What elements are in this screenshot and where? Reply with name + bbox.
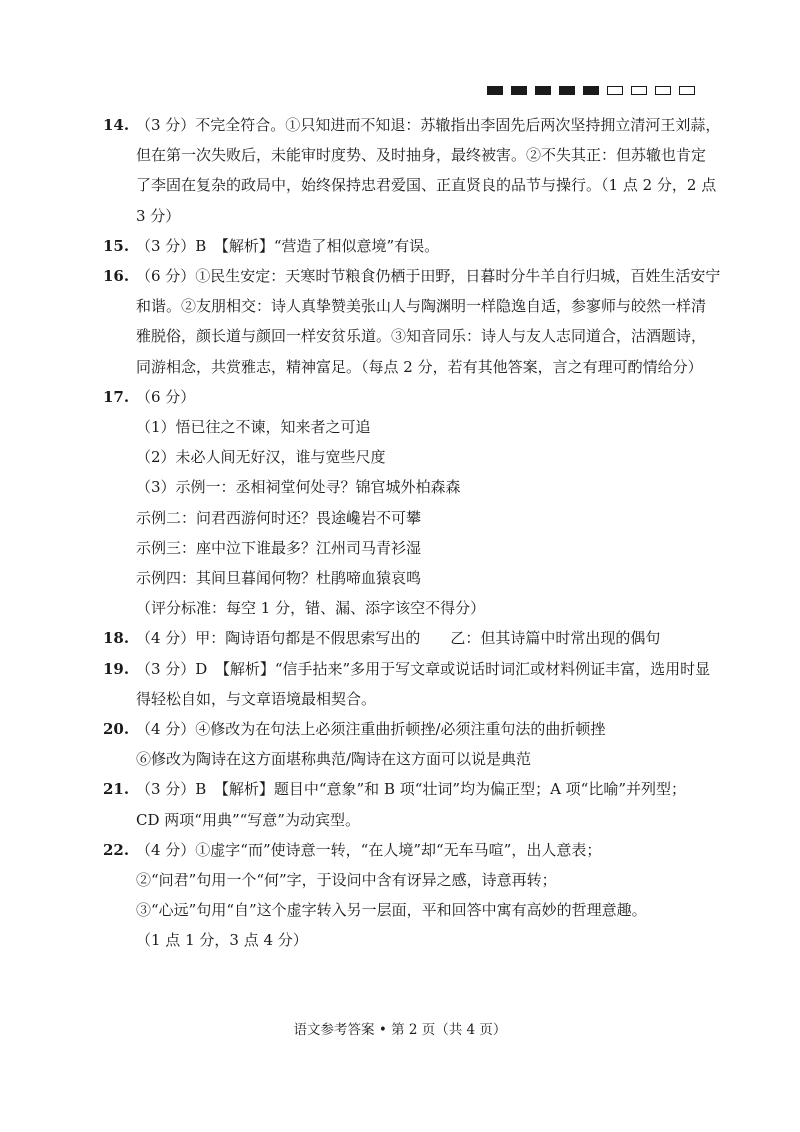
progress-square-filled (583, 86, 599, 95)
answer-text-line: （6 分）①民生安定：天寒时节粮食仍栖于田野，日暮时分牛羊自行归城，百姓生活安宁 (136, 267, 721, 286)
question-number: 22. (103, 840, 130, 859)
answer-text-line: 示例三：座中泣下谁最多？江州司马青衫湿 (136, 538, 422, 557)
question-number: 19. (103, 659, 130, 678)
answer-text-line: 和谐。②友朋相交：诗人真挚赞美张山人与陶渊明一样隐逸自适，参寥师与皎然一样清 (136, 297, 707, 316)
answer-text-line: （4 分）①虚字“而”使诗意一转，“在人境”却“无车马喧”，出人意表； (136, 840, 602, 859)
progress-square-filled (535, 86, 551, 95)
answer-text-line: 雅脱俗，颜长道与颜回一样安贫乐道。③知音同乐：诗人与友人志同道合，沽酒题诗， (136, 327, 707, 346)
answer-text-line: ②“问君”句用一个“何”字，于设问中含有讶异之感，诗意再转； (136, 871, 557, 890)
answer-text-line: （6 分） (136, 387, 196, 406)
answer-text-line: （评分标准：每空 1 分，错、漏、添字该空不得分） (136, 599, 486, 618)
answer-item (103, 382, 703, 624)
question-number: 21. (103, 780, 130, 799)
question-number: 15. (103, 236, 130, 255)
answer-item (103, 714, 703, 774)
answer-item (103, 231, 703, 261)
answer-text-line: 3 分） (136, 206, 181, 225)
progress-square-empty (607, 86, 623, 95)
answer-item (103, 835, 703, 956)
progress-square-filled (559, 86, 575, 95)
progress-square-empty (679, 86, 695, 95)
answer-text-line: （1 点 1 分，3 点 4 分） (136, 931, 308, 950)
answer-text-line: ⑥修改为陶诗在这方面堪称典范/陶诗在这方面可以说是典范 (136, 750, 532, 769)
answer-text-line: ③“心远”句用“自”这个虚字转入另一层面，平和回答中寓有高妙的哲理意趣。 (136, 901, 647, 920)
answer-text-line: （4 分）④修改为在句法上必须注重曲折顿挫/必须注重句法的曲折顿挫 (136, 720, 606, 739)
answer-item (103, 110, 721, 231)
answer-item (103, 261, 721, 382)
answer-text-line: 示例二：问君西游何时还？畏途巉岩不可攀 (136, 508, 422, 527)
answer-text-line: （3 分）B 【解析】题目中“意象”和 B 项“壮词”均为偏正型；A 项“比喻”并列型； (136, 780, 687, 799)
progress-square-filled (487, 86, 503, 95)
answer-text-line: （3 分）D 【解析】“信手拈来”多用于写文章或说话时词汇或材料例证丰富，选用时显 (136, 659, 711, 678)
progress-square-empty (631, 86, 647, 95)
answer-text-line: 示例四：其间旦暮闻何物？杜鹃啼血猿哀鸣 (136, 569, 422, 588)
answer-item (103, 623, 703, 653)
answer-text-line: 得轻松自如，与文章语境最相契合。 (136, 689, 377, 708)
answer-item (103, 654, 711, 714)
progress-square-filled (511, 86, 527, 95)
answer-text-line: （1）悟已往之不谏，知来者之可追 (136, 418, 371, 437)
page-progress-indicator (487, 86, 695, 95)
answer-item (103, 774, 703, 834)
answer-list (103, 110, 721, 956)
answer-text-line: （2）未必人间无好汉，谁与宽些尺度 (136, 448, 386, 467)
answer-text-line: （3 分）B 【解析】“营造了相似意境”有误。 (136, 236, 440, 255)
answer-text-line: （3）示例一：丞相祠堂何处寻？锦官城外柏森森 (136, 478, 461, 497)
question-number: 20. (103, 720, 130, 739)
answer-text-line: （3 分）不完全符合。①只知进而不知退：苏辙指出李固先后两次坚持拥立清河王刘蒜， (136, 116, 721, 134)
question-number: 17. (103, 387, 130, 406)
question-number: 18. (103, 629, 130, 648)
answer-text-line: 了李固在复杂的政局中，始终保持忠君爱国、正直贤良的品节与操行。（1 点 2 分，2 点 (136, 176, 717, 195)
answer-text-line: 同游相念，共赏雅志，精神富足。（每点 2 分，若有其他答案，言之有理可酌情给分） (136, 357, 703, 376)
question-number: 14. (103, 116, 130, 134)
answer-text-line: （4 分）甲：陶诗语句都是不假思索写出的 乙：但其诗篇中时常出现的偶句 (136, 629, 661, 648)
answer-text-line: CD 两项“用典”“写意”为动宾型。 (136, 810, 360, 829)
progress-square-empty (655, 86, 671, 95)
question-number: 16. (103, 267, 130, 286)
answer-text-line: 但在第一次失败后，未能审时度势、及时抽身，最终被害。②不失其正：但苏辙也肯定 (136, 146, 707, 165)
page-footer: 语文参考答案 • 第 2 页（共 4 页） (293, 1022, 507, 1038)
